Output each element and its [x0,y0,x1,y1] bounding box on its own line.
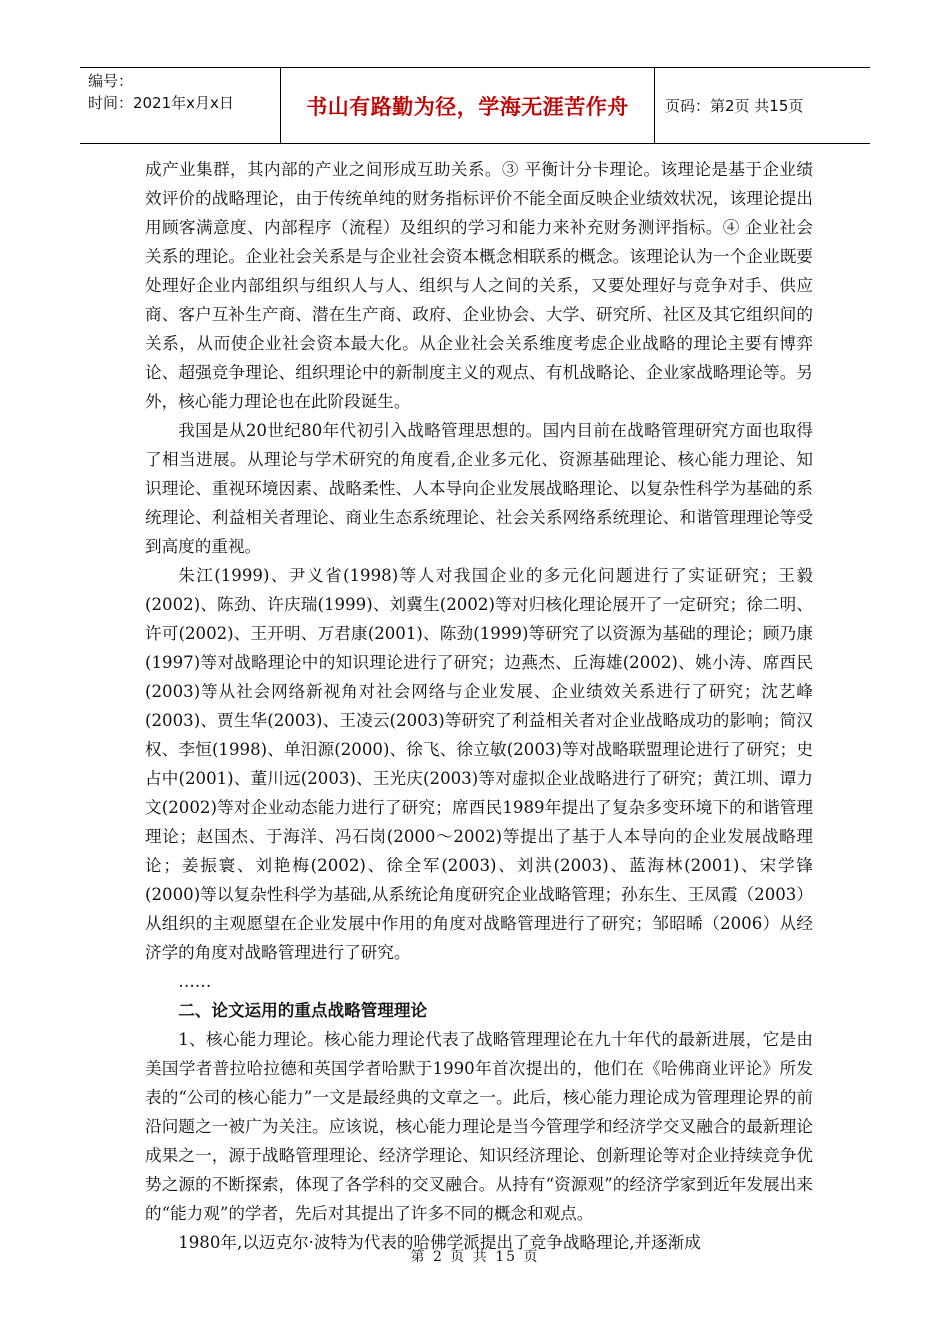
paragraph-core-competence: 1、核心能力理论。核心能力理论代表了战略管理理论在九十年代的最新进展，它是由美国学者普拉哈拉德和英国学者哈默于1990年首次提出的，他们在《哈佛商业评论》所发表的“公司的核心能力”一文是最经典的文章之一。此后，核心能力理论成为管理理论界的前沿问题之一被广为关注。应该说，核心能力理论是当今管理学和经济学交叉融合的最新理论成果之一，源于战略管理理论、经济学理论、知识经济理论、创新理论等对企业持续竞争优势之源的不断探索，体现了各学科的交叉融合。从持有“资源观”的经济学家到近年发展出来的“能力观”的学者，先后对其提出了许多不同的概念和观点。 [145,1030,813,1223]
header-motto: 书山有路勤为径，学海无涯苦作舟 [280,68,655,143]
paragraph-scholars: 朱江(1999)、尹义省(1998)等人对我国企业的多元化问题进行了实证研究；王毅(2002)、陈劲、许庆瑞(1999)、刘冀生(2002)等对归核化理论展开了一定研究；徐二明、许可(2002)、王开明、万君康(2001)、陈劲(1999)等研究了以资源为基础的理论；顾乃康(1997)等对战略理论中的知识理论进行了研究；边燕杰、丘海雄(2002)、姚小涛、席酉民(2003)等从社会网络新视角对社会网络与企业发展、企业绩效关系进行了研究；沈艺峰(2003)、贾生华(2003)、王凌云(2003)等研究了利益相关者对企业战略成功的影响；简汉权、李恒(1998)、单汨源(2000)、徐飞、徐立敏(2003)等对战略联盟理论进行了研究；史占中(2001)、董川远(2003)、王光庆(2003)等对虚拟企业战略进行了研究；黄江圳、谭力文(2002)等对企业动态能力进行了研究；席酉民1989年提出了复杂多变环境下的和谐管理理论；赵国杰、于海洋、冯石岗(2000～2002)等提出了基于人本导向的企业发展战略理论；姜振寰、刘艳梅(2002)、徐全军(2003)、刘洪(2003)、蓝海林(2001)、宋学锋(2000)等以复杂性科学为基础,从系统论角度研究企业战略管理；孙东生、王凤霞（2003）从组织的主观愿望在企业发展中作用的角度对战略管理进行了研究；邹昭晞（2006）从经济学的角度对战略管理进行了研究。 [145,566,813,962]
header-page-info: 页码：第2页 共15页 [665,97,804,115]
document-body [145,155,813,1257]
section-heading: 二、论文运用的重点战略管理理论 [178,1001,428,1020]
page-header [80,67,870,144]
ellipsis: …… [178,972,212,991]
paragraph-porter: 1980年,以迈克尔·波特为代表的哈佛学派提出了竞争战略理论,并逐渐成 [178,1233,701,1252]
document-number-label: 编号： [88,72,134,90]
document-time-label: 时间：2021年x月x日 [88,94,234,112]
paragraph-china-research: 我国是从20世纪80年代初引入战略管理思想的。国内目前在战略管理研究方面也取得了相当进展。从理论与学术研究的角度看,企业多元化、资源基础理论、核心能力理论、知识理论、重视环境因素、战略柔性、人本导向企业发展战略理论、以复杂性科学为基础的系统理论、利益相关者理论、商业生态系统理论、社会关系网络系统理论、和谐管理理论等受到高度的重视。 [145,421,813,556]
page-footer: 第 2 页 共 15 页 [410,1249,540,1265]
paragraph-continued: 成产业集群，其内部的产业之间形成互助关系。③ 平衡计分卡理论。该理论是基于企业绩效评价的战略理论，由于传统单纯的财务指标评价不能全面反映企业绩效状况，该理论提出用顾客满意度、内部程序（流程）及组织的学习和能力来补充财务测评指标。④ 企业社会关系的理论。企业社会关系是与企业社会资本概念相联系的概念。该理论认为一个企业既要处理好企业内部组织与组织人与人、组织与人之间的关系，又要处理好与竞争对手、供应商、客户互补生产商、潜在生产商、政府、企业协会、大学、研究所、社区及其它组织间的关系，从而使企业社会资本最大化。从企业社会关系维度考虑企业战略的理论主要有博弈论、超强竞争理论、组织理论中的新制度主义的观点、有机战略论、企业家战略理论等。另外，核心能力理论也在此阶段诞生。 [145,160,813,411]
header-meta [80,68,280,143]
